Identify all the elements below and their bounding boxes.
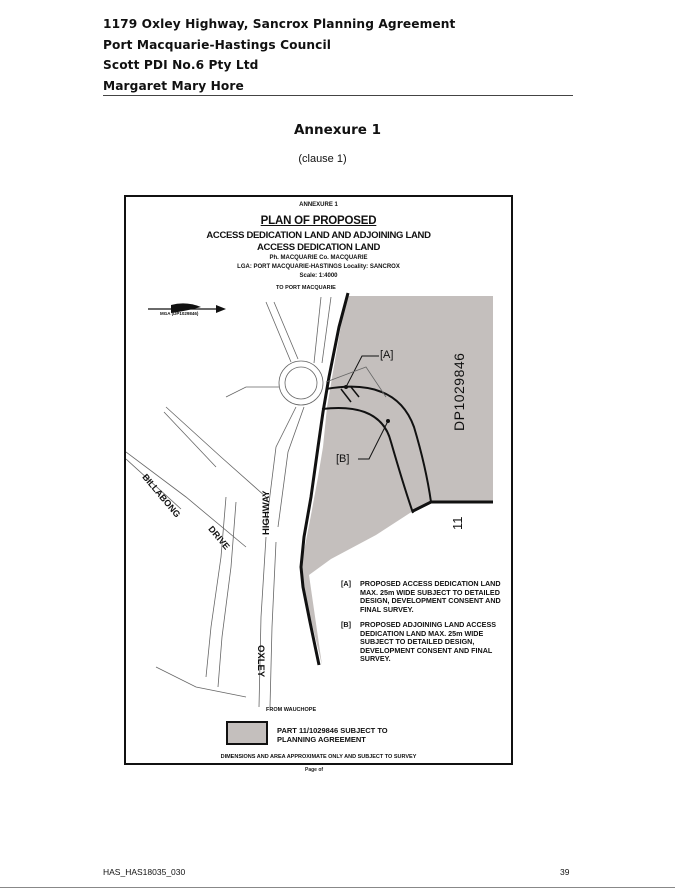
header-line-company: Scott PDI No.6 Pty Ltd [103, 58, 259, 72]
header-line-project: 1179 Oxley Highway, Sancrox Planning Agreement [103, 17, 456, 31]
plan-lga: LGA: PORT MACQUARIE-HASTINGS Locality: SANCROX [237, 264, 400, 270]
plan-page-of: Page of [305, 767, 324, 773]
note-b-text: PROPOSED ADJOINING LAND ACCESS DEDICATION LAND MAX. 25m WIDE SUBJECT TO DETAILED DESIGN, DEVELOPMENT CONSENT AND FINAL SURVEY. [360, 620, 497, 664]
plan-subtitle-1: ACCESS DEDICATION LAND AND ADJOINING LAND [206, 230, 431, 241]
leader-a-dot [344, 385, 348, 389]
note-a [341, 580, 511, 620]
lot-number-label: 11 [450, 516, 465, 530]
tag-a: [A] [380, 349, 394, 361]
plan-scale: Scale: 1:4000 [299, 273, 338, 279]
note-a-text: PROPOSED ACCESS DEDICATION LAND MAX. 25m WIDE SUBJECT TO DETAILED DESIGN, DEVELOPMENT CONSENT AND FINAL SURVEY. [360, 579, 501, 614]
footer-page-number: 39 [560, 867, 570, 877]
note-b-key: [B] [341, 620, 351, 629]
tag-b: [B] [336, 453, 350, 465]
lot-boundary [413, 502, 493, 511]
document-header [103, 14, 573, 96]
plan-map [126, 197, 511, 763]
header-line-council: Port Macquarie-Hastings Council [103, 37, 332, 52]
note-a-key: [A] [341, 579, 351, 588]
dp-label: DP1029846 [451, 352, 467, 431]
plan-subtitle-2: ACCESS DEDICATION LAND [256, 242, 381, 253]
plan-disclaimer: DIMENSIONS AND AREA APPROXIMATE ONLY AND SUBJECT TO SURVEY [220, 754, 417, 760]
footer-doc-ref: HAS_HAS18035_030 [103, 867, 186, 877]
page-bottom-edge [0, 887, 675, 888]
plan-annexure-label: ANNEXURE 1 [299, 202, 338, 208]
road-label-oxley: OXLEY [255, 645, 266, 678]
legend-swatch [226, 721, 268, 745]
header-line-owner: Margaret Mary Hore [103, 78, 244, 93]
north-arrow-label: MGA (DP1029846) [160, 311, 199, 316]
header-divider [103, 95, 573, 96]
plan-drawing [124, 195, 513, 765]
road-label-billabong: BILLABONG [140, 472, 183, 520]
road-label-highway: HIGHWAY [261, 490, 272, 535]
plan-title: PLAN OF PROPOSED [260, 215, 377, 227]
road-label-drive: DRIVE [206, 524, 232, 552]
annexure-title: Annexure 1 [293, 122, 382, 138]
leader-b-dot [386, 419, 390, 423]
note-b [341, 621, 511, 666]
plan-parish: Ph. MACQUARIE Co. MACQUARIE [269, 255, 368, 261]
from-wauchope-label: FROM WAUCHOPE [266, 707, 317, 713]
legend-text: PART 11/1029846 SUBJECT TO PLANNING AGREEMENT [277, 726, 388, 744]
plan-to-port: TO PORT MACQUARIE [276, 285, 336, 291]
annexure-clause: (clause 1) [298, 153, 347, 165]
